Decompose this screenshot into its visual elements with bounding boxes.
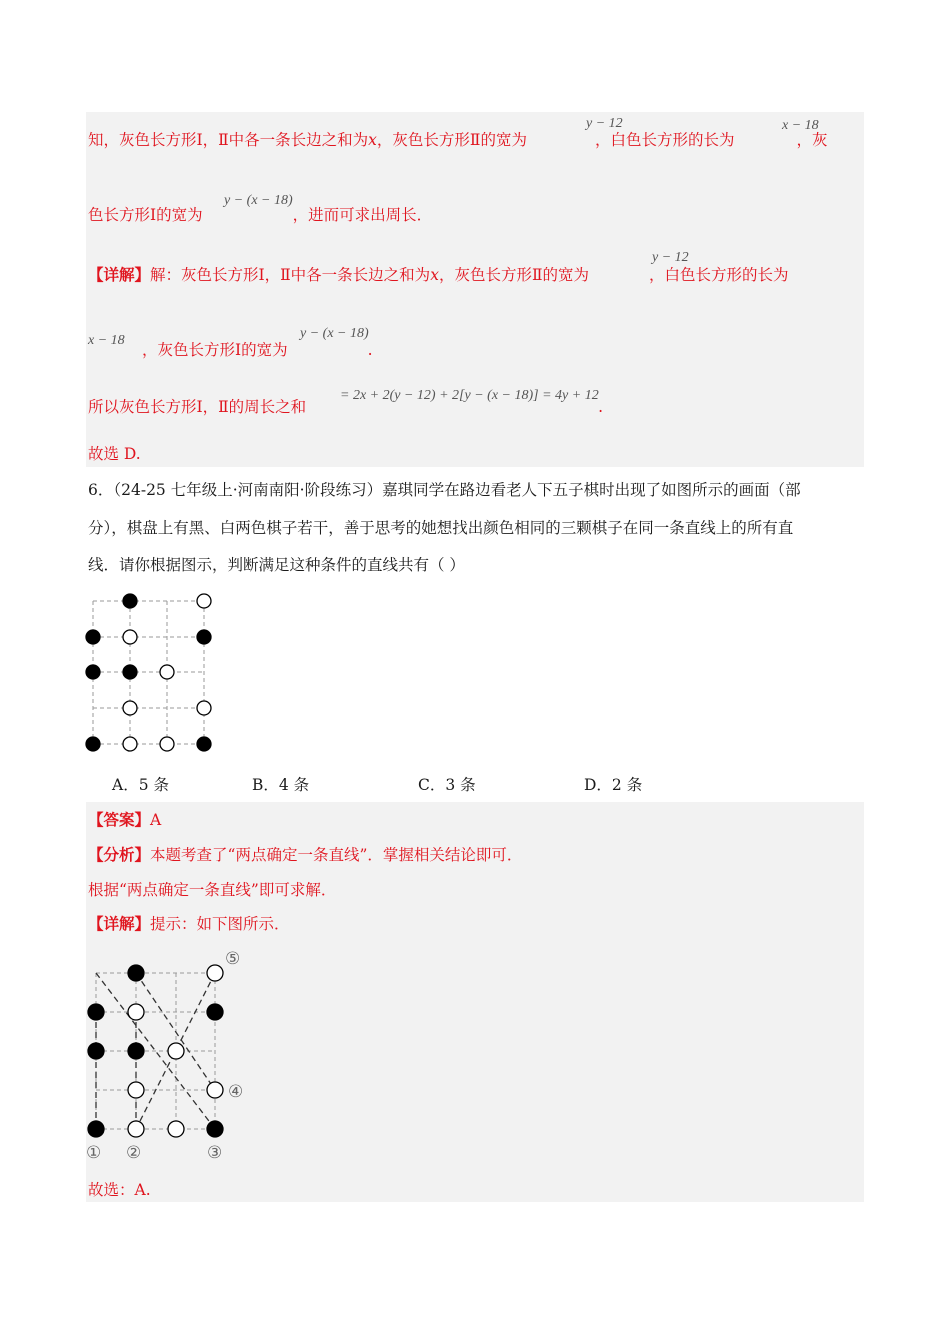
option-d[interactable]: D．2 条 (584, 776, 643, 794)
white-stone (128, 1004, 144, 1020)
black-stone (207, 1121, 223, 1137)
text: . (367, 341, 373, 359)
go-board-figure (80, 590, 220, 760)
text: ，白色长方形的长为 (594, 131, 735, 149)
text: 知，灰色长方形Ⅰ，Ⅱ中各一条长边之和为 (88, 131, 369, 149)
white-stone (168, 1043, 184, 1059)
white-stone (197, 594, 211, 608)
black-stone (123, 665, 137, 679)
math-y-minus-12: y − 12 (586, 116, 623, 131)
black-stone (86, 630, 100, 644)
text: ，灰色长方形Ⅰ的宽为 (142, 341, 288, 359)
var-x: x (368, 131, 377, 149)
math-y-minus-12: y − 12 (652, 250, 689, 265)
sol5-line4 (142, 340, 373, 360)
q6-line2: 分），棋盘上有黑、白两色棋子若干，善于思考的她想找出颜色相同的三颗棋子在同一条直线上的所有直 (88, 519, 794, 537)
math-x-minus-18: x − 18 (88, 333, 125, 348)
white-stone (123, 701, 137, 715)
q6-line1: 6．（24-25 七年级上·河南南阳·阶段练习）嘉琪同学在路边看老人下五子棋时出现了如图所示的画面（部 (88, 481, 801, 499)
black-stone (197, 630, 211, 644)
label-5: ⑤ (225, 949, 241, 969)
sol5-final: 故选 D. (88, 445, 141, 463)
analysis-line (88, 845, 522, 865)
math-width: y − (x − 18) (300, 326, 369, 341)
text: 色长方形Ⅰ的宽为 (88, 206, 203, 224)
go-board-solution-figure (80, 945, 260, 1165)
detail-tag: 【详解】 (88, 914, 151, 933)
q6-line3: 线．请你根据图示，判断满足这种条件的直线共有（ ） (88, 556, 465, 574)
detail-tag: 【详解】 (88, 265, 151, 284)
answer-line (88, 810, 161, 830)
math-perimeter: = 2x + 2(y − 12) + 2[y − (x − 18)] = 4y + 12 (340, 388, 599, 403)
black-stone (197, 737, 211, 751)
option-c[interactable]: C．3 条 (418, 776, 476, 794)
text: 所以灰色长方形Ⅰ，Ⅱ的周长之和 (88, 398, 307, 416)
var-x: x (430, 266, 439, 284)
black-stone (86, 737, 100, 751)
black-stone (128, 965, 144, 981)
detail-line (88, 914, 290, 934)
label-1: ① (86, 1143, 102, 1163)
white-stone (197, 701, 211, 715)
white-stone (128, 1082, 144, 1098)
white-stone (123, 737, 137, 751)
math-width: y − (x − 18) (224, 193, 293, 208)
board-grid (93, 601, 204, 744)
answer-value: A (150, 811, 162, 829)
answer-final: 故选：A. (88, 1181, 151, 1199)
analysis-text: 本题考查了“两点确定一条直线”．掌握相关结论即可． (150, 846, 523, 864)
board-grid (96, 973, 215, 1129)
white-stone (123, 630, 137, 644)
label-2: ② (126, 1143, 142, 1163)
label-4: ④ (228, 1082, 244, 1102)
sol5-line3 (88, 265, 789, 285)
text: ，白色长方形的长为 (648, 266, 789, 284)
text: 解：灰色长方形Ⅰ，Ⅱ中各一条长边之和为 (150, 266, 431, 284)
option-a[interactable]: A．5 条 (112, 776, 169, 794)
label-3: ③ (207, 1143, 223, 1163)
black-stone (207, 1004, 223, 1020)
detail-text: 提示：如下图所示． (150, 915, 290, 933)
option-b[interactable]: B．4 条 (252, 776, 310, 794)
text: ，灰色长方形Ⅱ的宽为 (376, 131, 527, 149)
white-stone (207, 1082, 223, 1098)
analysis-tag: 【分析】 (88, 845, 151, 864)
black-stone (86, 665, 100, 679)
answer-tag: 【答案】 (88, 810, 151, 829)
text: . (598, 398, 604, 416)
black-stone (123, 594, 137, 608)
white-stone (160, 737, 174, 751)
white-stone (168, 1121, 184, 1137)
math-x-minus-18: x − 18 (782, 118, 819, 133)
black-stone (88, 1043, 104, 1059)
black-stone (88, 1004, 104, 1020)
black-stone (128, 1043, 144, 1059)
sol5-line1 (88, 130, 828, 150)
white-stone (207, 965, 223, 981)
text: ，灰色长方形Ⅱ的宽为 (438, 266, 589, 284)
white-stone (160, 665, 174, 679)
text: ，进而可求出周长． (292, 206, 433, 224)
text: ，灰 (796, 131, 828, 149)
white-stone (128, 1121, 144, 1137)
black-stone (88, 1121, 104, 1137)
analysis-text-2: 根据“两点确定一条直线”即可求解． (88, 881, 337, 899)
